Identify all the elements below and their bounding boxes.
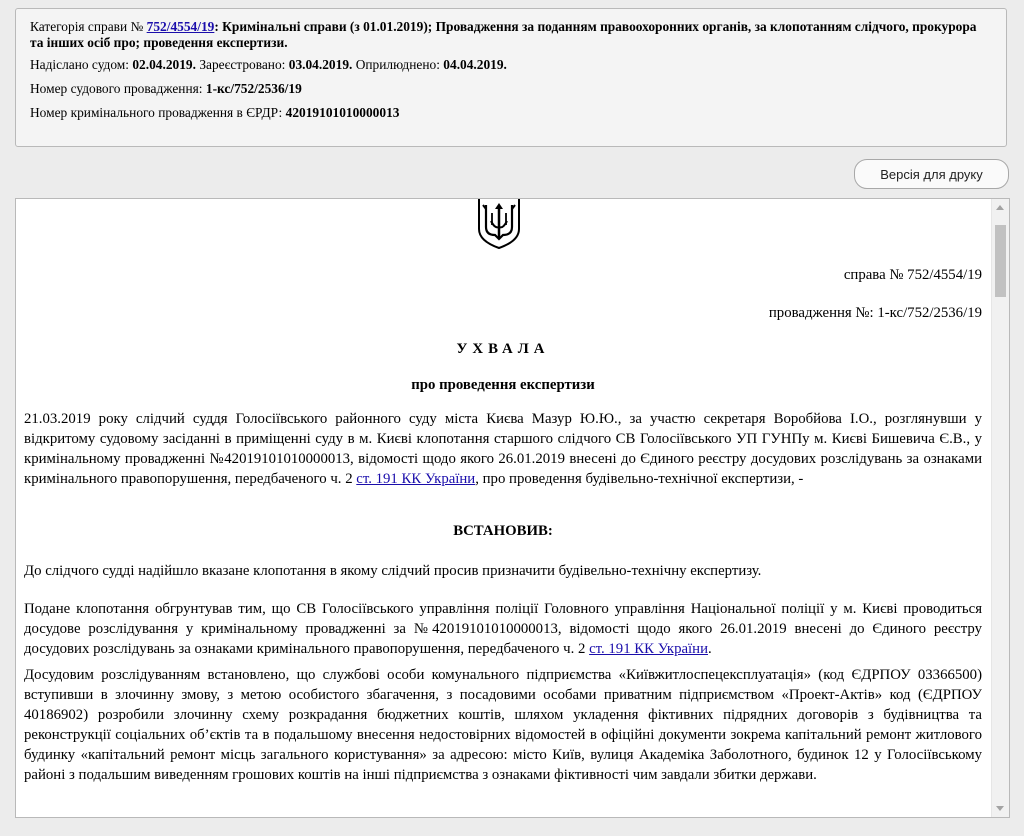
criminal-proceeding-row: [30, 105, 992, 121]
court-proceeding-number: 1-кс/752/2536/19: [205, 81, 302, 96]
category-text: : Кримінальні справи (з 01.01.2019); Провадження за поданням правоохоронних органів, за клопотанням слідчого, прокурора та інших осіб про; проведення експертизи.: [30, 19, 977, 50]
proceeding-number-line: провадження №: 1-кс/752/2536/19: [768, 305, 982, 321]
criminal-proceeding-number: 42019101010000013: [285, 105, 400, 120]
published-label: Оприлюднено:: [355, 57, 440, 72]
sent-date: 02.04.2019.: [132, 57, 196, 72]
trident-emblem-icon: [473, 199, 525, 249]
paragraph-intro: [24, 409, 982, 489]
case-category-row: [30, 19, 992, 51]
paragraph-investigation: Досудовим розслідуванням встановлено, що службові особи комунального підприємства «Київжитлоспецексплуатація» (код ЄДРПОУ 03366500) вступивши в злочинну змову, з метою особистого збагачення, з посадовими особами приватним підприємством «Проект-Актів» код (ЄДРПОУ 40186902) розробили злочинну схему розкрадання бюджетних коштів, шляхом укладення фіктивних підрядних договорів з будівництва та реконструкції соціальних об’єктів та в подальшому внесення недостовірних відомостей в офіційні документи зокрема капітальний ремонт житлового будинку «капітальний ремонт місць загального користування» за адресою: місто Київ, вулиця Академіка Заболотного, будинок 12 у Голосіївському районі з подальшим виведенням грошових коштів на інші підприємства з ознаками фіктивності чим завдали збитки держави.: [24, 667, 982, 783]
established-heading: ВСТАНОВИВ:: [453, 523, 553, 539]
case-number-line: справа № 752/4554/19: [843, 267, 982, 283]
scroll-down-arrow-icon[interactable]: [996, 806, 1004, 811]
document-subtitle: про проведення експертизи: [411, 377, 595, 393]
registered-label: Зареєстровано:: [199, 57, 286, 72]
category-label: Категорія справи №: [30, 19, 144, 34]
dates-row: [30, 57, 992, 73]
document-content[interactable]: [16, 199, 992, 818]
court-proceeding-label: Номер судового провадження:: [30, 81, 203, 96]
print-version-button[interactable]: Версія для друку: [854, 159, 1009, 189]
criminal-proceeding-label: Номер кримінального провадження в ЄРДР:: [30, 105, 283, 120]
document-frame: [15, 198, 1010, 818]
sent-label: Надіслано судом:: [30, 57, 129, 72]
case-info-panel: [15, 8, 1007, 147]
court-proceeding-row: [30, 81, 992, 97]
scroll-thumb[interactable]: [995, 225, 1006, 297]
case-number-link[interactable]: 752/4554/19: [146, 19, 215, 34]
paragraph-grounds-end: .: [708, 641, 712, 657]
vertical-scrollbar[interactable]: [991, 199, 1009, 817]
article-191-link-2[interactable]: ст. 191 КК України: [589, 641, 709, 657]
paragraph-intro-text: 21.03.2019 року слідчий суддя Голосіївського районного суду міста Києва Мазур Ю.Ю., за участю секретаря Воробйова І.О., розглянувши у відкритому судовому засіданні в приміщенні суду в м. Києві клопотання старшого слідчого СВ Голосіївського УП ГУНПу м. Києві Бишевича Є.В., у кримінальному провадженні №42019101010000013, відомості щодо якого 26.01.2019 внесені до Єдиного реєстру досудових розслідувань за ознаками кримінального правопорушення, передбаченого ч. 2: [24, 411, 982, 487]
published-date: 04.04.2019.: [443, 57, 507, 72]
paragraph-grounds-text: Подане клопотання обгрунтував тим, що СВ Голосіївського управління поліції Головного управління Національної поліції у м. Києві проводиться досудове розслідування у кримінальному провадженні за №42019101010000013, відомості щодо якого 26.01.2019 внесені до Єдиного реєстру досудових розслідувань за ознаками кримінального правопорушення, передбаченого ч. 2: [24, 601, 982, 657]
scroll-up-arrow-icon[interactable]: [996, 205, 1004, 210]
document-title: УХВАЛА: [456, 341, 550, 357]
registered-date: 03.04.2019.: [288, 57, 353, 72]
paragraph-request: До слідчого судді надійшло вказане клопотання в якому слідчий просив призначити будівельно-технічну експертизу.: [24, 563, 762, 579]
article-191-link[interactable]: ст. 191 КК України: [356, 471, 476, 487]
paragraph-grounds: [24, 599, 982, 659]
paragraph-intro-end: , про проведення будівельно-технічної експертизи, -: [475, 471, 804, 487]
